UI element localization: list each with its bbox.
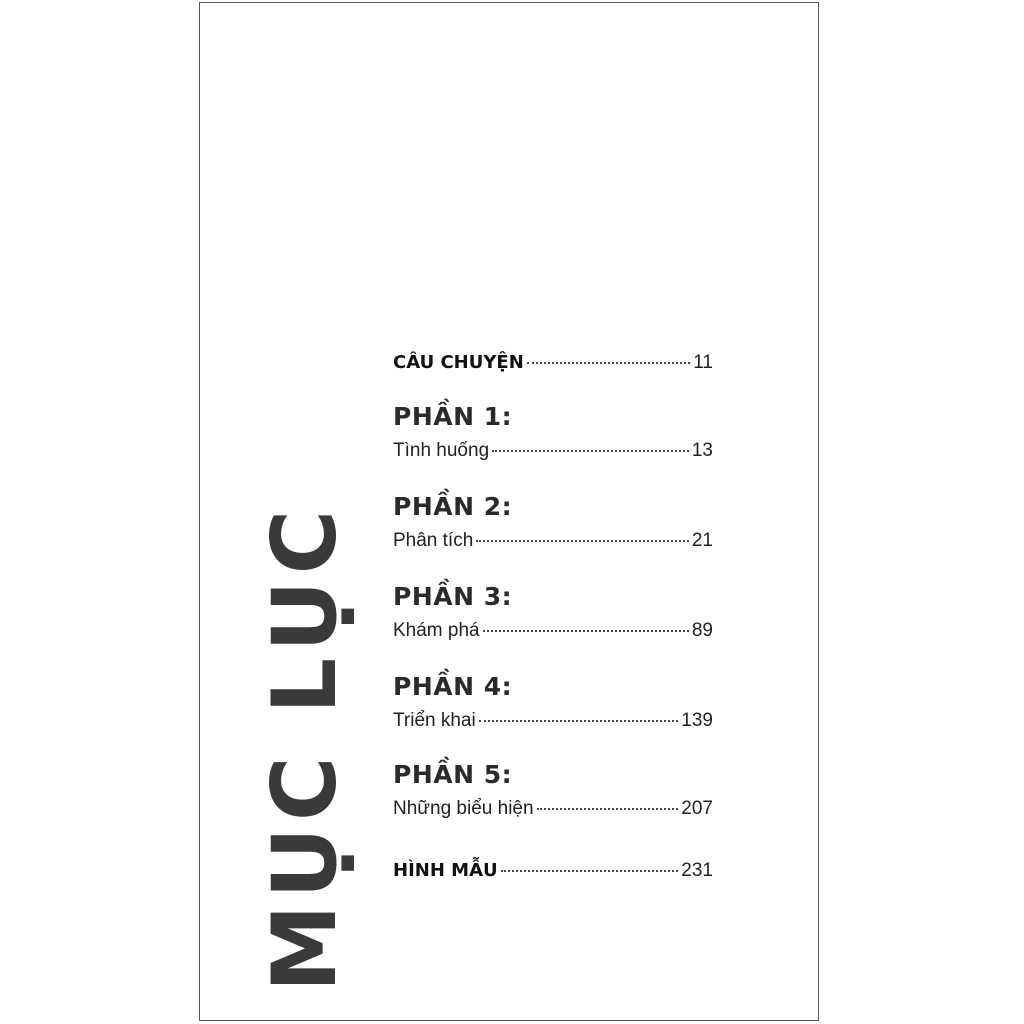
dot-leader [483, 630, 689, 632]
toc-entry-page: 21 [691, 530, 713, 551]
toc-entry-page: 11 [693, 352, 713, 373]
part-heading: PHẦN 5: [393, 760, 513, 789]
dot-leader [537, 808, 679, 810]
toc-entry-label: CÂU CHUYỆN [393, 352, 524, 373]
part-heading: PHẦN 1: [393, 402, 513, 431]
toc-entry-label: Phân tích [393, 530, 474, 551]
dot-leader [479, 720, 679, 722]
toc-entry-page: 207 [681, 798, 713, 819]
dot-leader [476, 540, 689, 542]
toc-entry-page: 89 [691, 620, 713, 641]
dot-leader [527, 362, 691, 364]
toc-entry-intro [393, 352, 713, 374]
toc-entry-page: 231 [681, 860, 713, 881]
toc-entry-label: Khám phá [393, 620, 480, 641]
toc-entry-outro [393, 860, 713, 882]
toc-entry-part-5 [393, 798, 713, 820]
dot-leader [501, 870, 679, 872]
part-heading: PHẦN 4: [393, 672, 513, 701]
toc-entry-part-1 [393, 440, 713, 462]
page-title: MỤC LỤC [253, 503, 356, 993]
dot-leader [492, 450, 689, 452]
part-heading: PHẦN 2: [393, 492, 513, 521]
toc-entry-label: Triển khai [393, 710, 476, 731]
toc-entry-part-2 [393, 530, 713, 552]
toc-entry-page: 13 [691, 440, 713, 461]
toc-entry-label: Tình huống [393, 440, 490, 461]
toc-entry-label: Những biểu hiện [393, 798, 534, 819]
toc-entry-label: HÌNH MẪU [393, 860, 498, 881]
toc-entry-part-3 [393, 620, 713, 642]
toc-entry-page: 139 [681, 710, 713, 731]
toc-entry-part-4 [393, 710, 713, 732]
part-heading: PHẦN 3: [393, 582, 513, 611]
